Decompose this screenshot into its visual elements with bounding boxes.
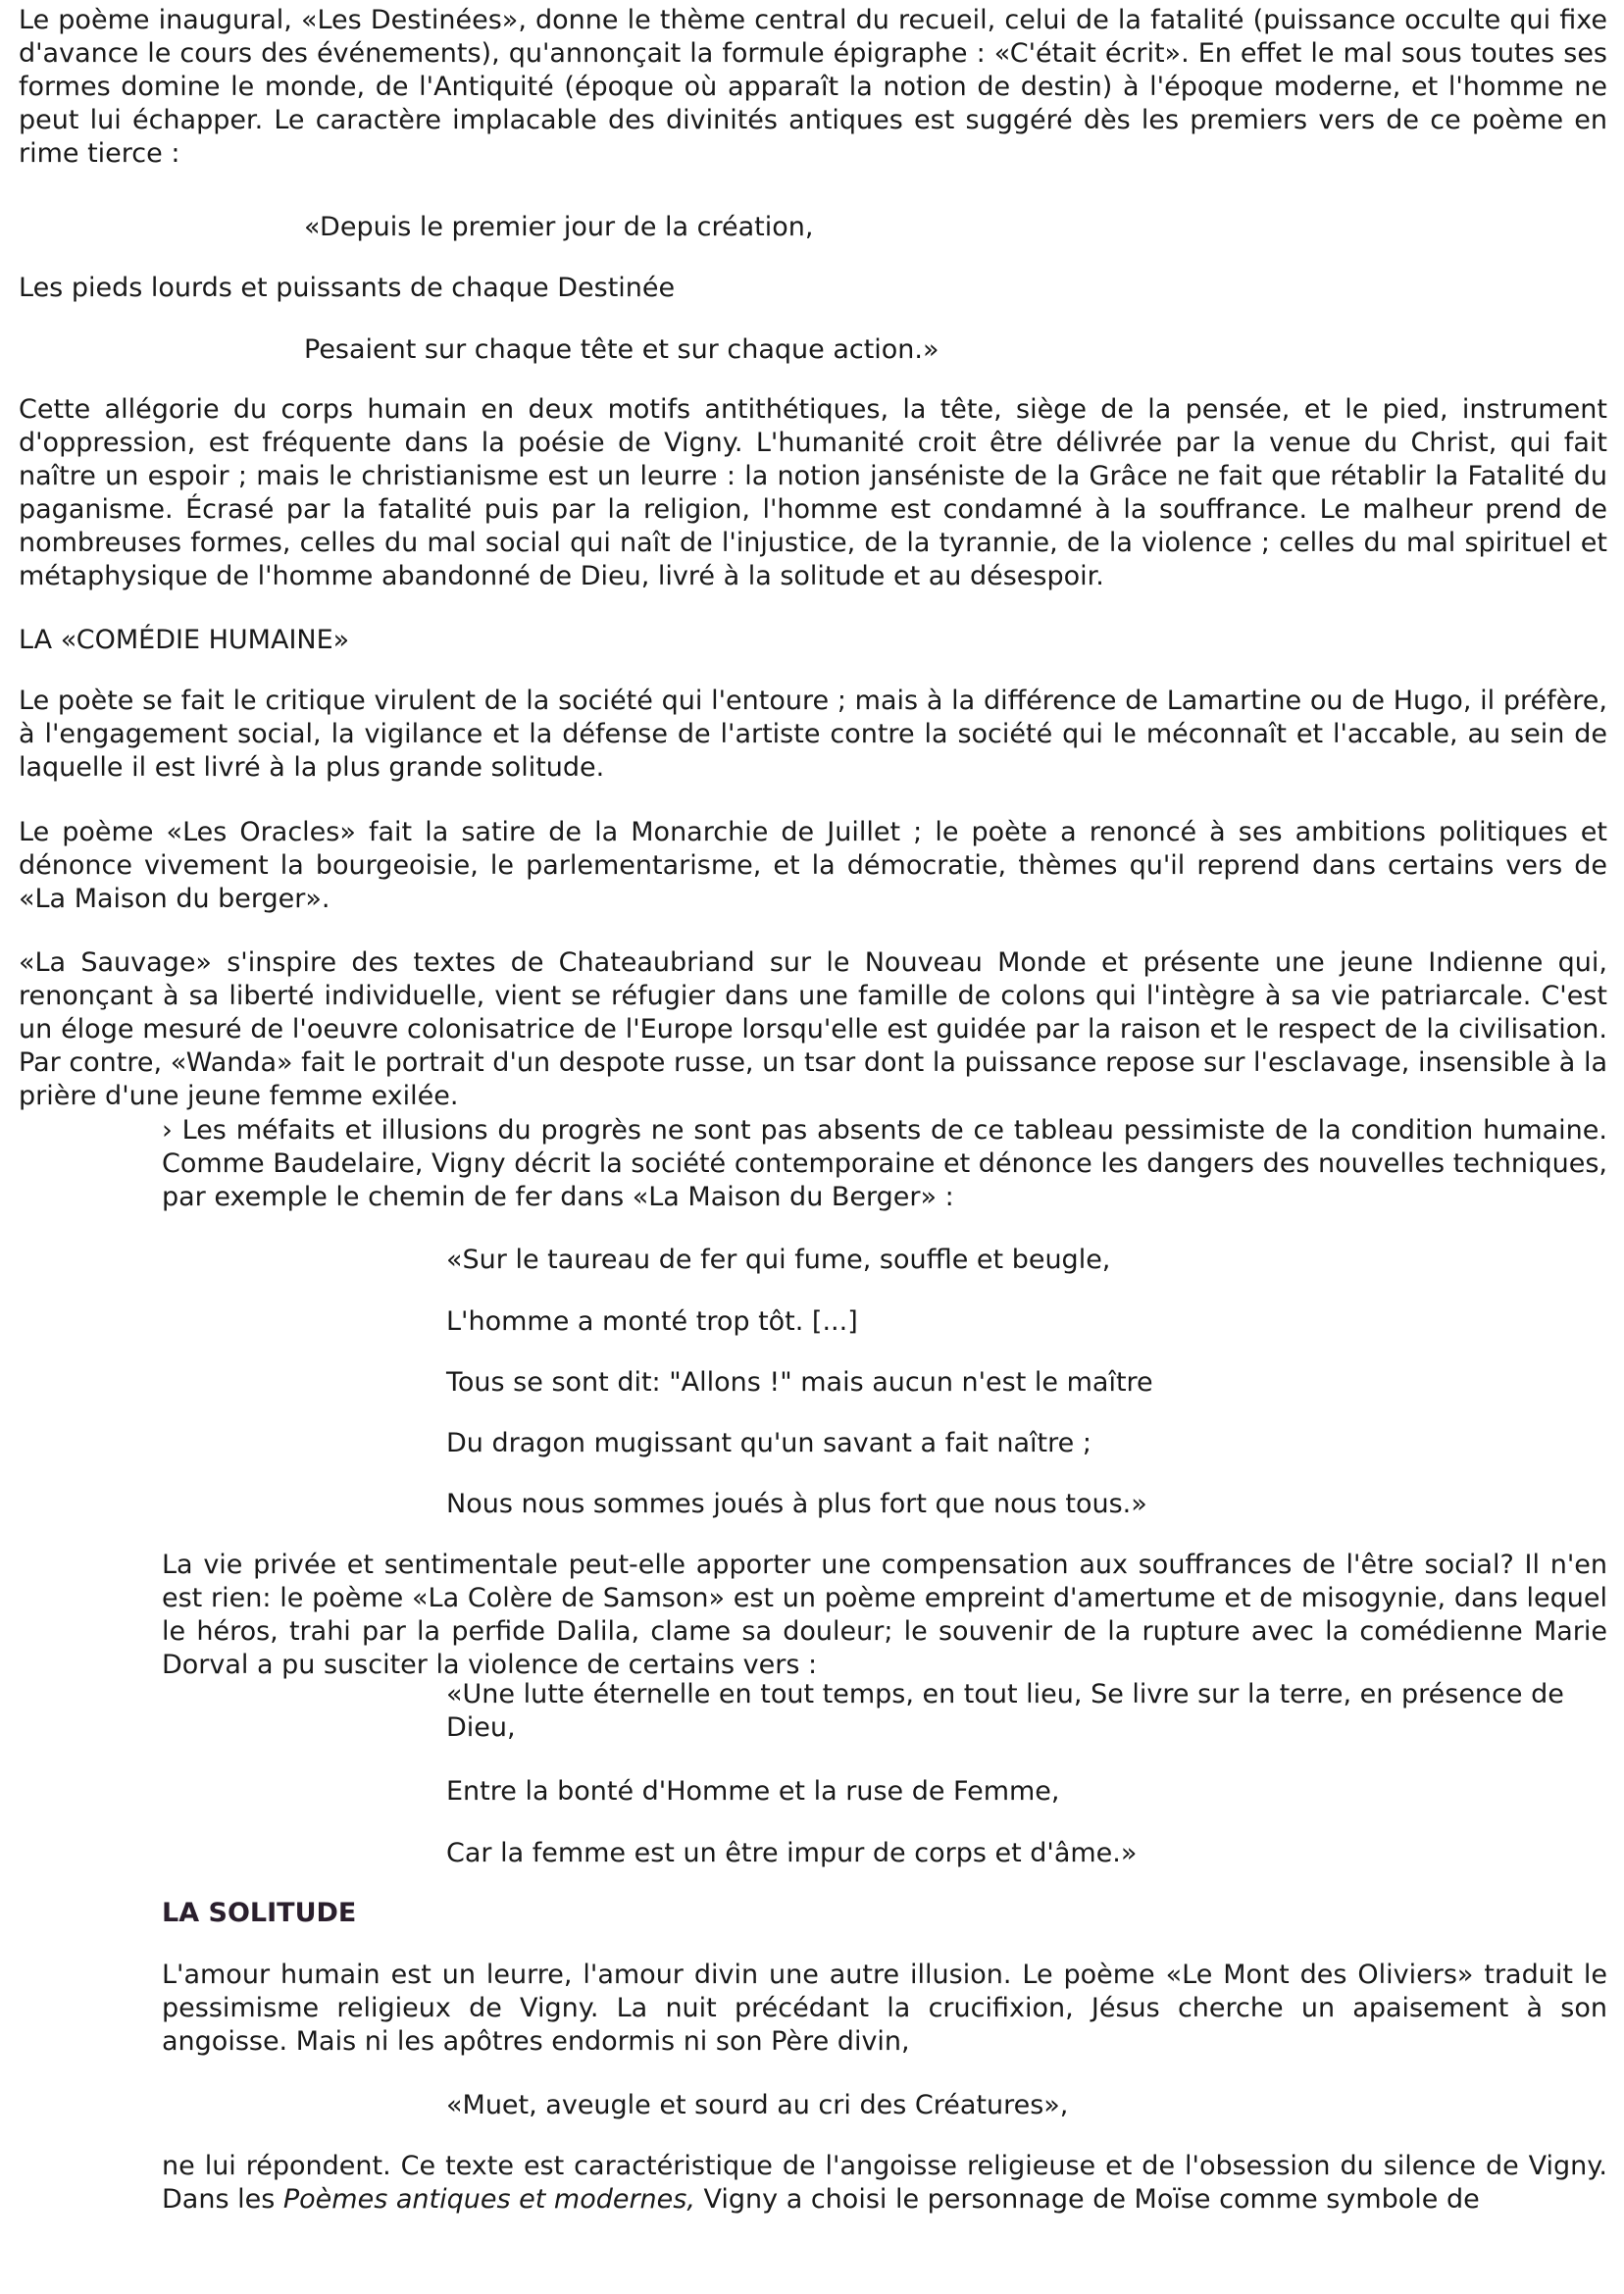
quote-line: Du dragon mugissant qu'un savant a fait naître ;	[446, 1428, 1091, 1458]
quote-line: «Une lutte éternelle en tout temps, en tout lieu, Se livre sur la terre, en présence de Dieu,	[446, 1679, 1564, 1743]
paragraph-oracles: Le poème «Les Oracles» fait la satire de la Monarchie de Juillet ; le poète a renoncé à ses ambitions politiques et dénonce vivement la bourgeoisie, le parlementarisme, et la démocratie, thèmes qu'il reprend dans certains vers de «La Maison du berger».	[19, 817, 1607, 914]
book-title: Poèmes antiques et modernes,	[282, 2184, 695, 2215]
paragraph-text: ne lui répondent. Ce texte est caractéristique de l'angoisse religieuse et de l'obsession du silence de Vigny. Dans les	[162, 2151, 1607, 2215]
quote-line: «Sur le taureau de fer qui fume, souffle et beugle,	[446, 1245, 1111, 1275]
quote-line: Tous se sont dit: "Allons !" mais aucun n'est le maître	[446, 1367, 1153, 1398]
quote-line: Entre la bonté d'Homme et la ruse de Femme,	[446, 1776, 1060, 1807]
quote-line: «Muet, aveugle et sourd au cri des Créatures»,	[446, 2090, 1069, 2120]
paragraph-sauvage: «La Sauvage» s'inspire des textes de Chateaubriand sur le Nouveau Monde et présente une jeune Indienne qui, renonçant à sa liberté individuelle, vient se réfugier dans une famille de colons qui l'intègre à sa vie patriarcale. C'est un éloge mesuré de l'oeuvre colonisatrice de l'Europe lorsqu'elle est guidée par la raison et le respect de la civilisation. Par contre, «Wanda» fait le portrait d'un despote russe, un tsar dont la puissance repose sur l'esclavage, insensible à la prière d'une jeune femme exilée.	[19, 947, 1607, 1111]
paragraph-progres: › Les méfaits et illusions du progrès ne sont pas absents de ce tableau pessimiste de la condition humaine. Comme Baudelaire, Vigny décrit la société contemporaine et dénonce les dangers des nouvelles techniques, par exemple le chemin de fer dans «La Maison du Berger» :	[162, 1115, 1607, 1212]
quote-line: «Depuis le premier jour de la création,	[304, 212, 814, 242]
paragraph-vie-privee: La vie privée et sentimentale peut-elle apporter une compensation aux souffrances de l'être social? Il n'en est rien: le poème «La Colère de Samson» est un poème empreint d'amertume et de misogynie, dans lequel le héros, trahi par la perfide Dalila, clame sa douleur; le souvenir de la rupture avec la comédienne Marie Dorval a pu susciter la violence de certains vers :	[162, 1550, 1607, 1680]
paragraph-silence	[162, 2150, 1607, 2217]
quote-line: Les pieds lourds et puissants de chaque Destinée	[19, 273, 676, 303]
paragraph-allegorie: Cette allégorie du corps humain en deux motifs antithétiques, la tête, siège de la pensée, et le pied, instrument d'oppression, est fréquente dans la poésie de Vigny. L'humanité croit être délivrée par la venue du Christ, qui fait naître un espoir ; mais le christianisme est un leurre : la notion janséniste de la Grâce ne fait que rétablir la Fatalité du paganisme. Écrasé par la fatalité puis par la religion, l'homme est condamné à la souffrance. Le malheur prend de nombreuses formes, celles du mal social qui naît de l'injustice, de la tyrannie, de la violence ; celles du mal spirituel et métaphysique de l'homme abandonné de Dieu, livré à la solitude et au désespoir.	[19, 394, 1607, 591]
paragraph-critique: Le poète se fait le critique virulent de la société qui l'entoure ; mais à la différence de Lamartine ou de Hugo, il préfère, à l'engagement social, la vigilance et la défense de l'artiste contre la société qui le méconnaît et l'accable, au sein de laquelle il est livré à la plus grande solitude.	[19, 686, 1607, 783]
quote-line: Nous nous sommes joués à plus fort que nous tous.»	[446, 1489, 1147, 1519]
paragraph-destinees: Le poème inaugural, «Les Destinées», donne le thème central du recueil, celui de la fatalité (puissance occulte qui fixe d'avance le cours des événements), qu'annonçait la formule épigraphe : «C'était écrit». En effet le mal sous toutes ses formes domine le monde, de l'Antiquité (époque où apparaît la notion de destin) à l'époque moderne, et l'homme ne peut lui échapper. Le caractère implacable des divinités antiques est suggéré dès les premiers vers de ce poème en rime tierce :	[19, 5, 1607, 169]
section-heading-comedie-humaine: LA «COMÉDIE HUMAINE»	[19, 625, 350, 655]
quote-line: L'homme a monté trop tôt. [...]	[446, 1306, 858, 1337]
quote-line: Pesaient sur chaque tête et sur chaque action.»	[304, 334, 939, 365]
section-heading-solitude: LA SOLITUDE	[162, 1898, 357, 1928]
quote-line: Car la femme est un être impur de corps et d'âme.»	[446, 1838, 1138, 1868]
paragraph-text: Vigny a choisi le personnage de Moïse comme symbole de	[694, 2184, 1480, 2215]
paragraph-amour: L'amour humain est un leurre, l'amour divin une autre illusion. Le poème «Le Mont des Oliviers» traduit le pessimisme religieux de Vigny. La nuit précédant la crucifixion, Jésus cherche un apaisement à son angoisse. Mais ni les apôtres endormis ni son Père divin,	[162, 1960, 1607, 2057]
